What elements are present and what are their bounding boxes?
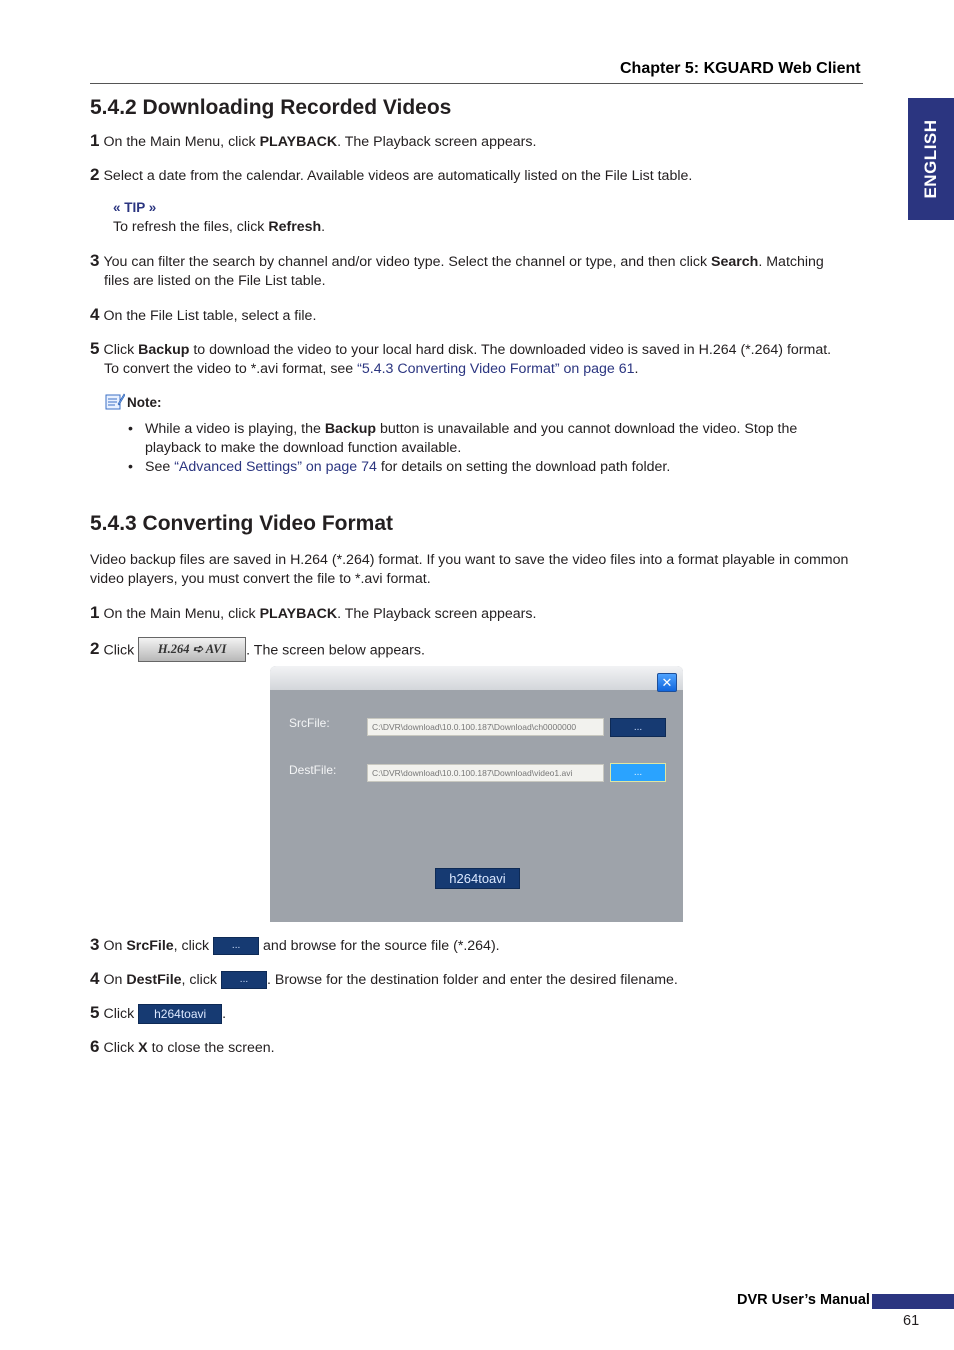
step-number: 4 (90, 969, 100, 988)
step-text: . Matching (758, 254, 824, 270)
footer-title: DVR User’s Manual (737, 1292, 870, 1308)
dest-browse-button[interactable]: ... (610, 763, 666, 782)
step-4 (90, 305, 860, 326)
src-file-input[interactable]: C:\DVR\download\10.0.100.187\Download\ch0000000 (367, 718, 604, 736)
intro-paragraph: Video backup files are saved in H.264 (*.264) format. If you want to save the video files into a format playable in common video players, you must convert the file to *.avi format. (90, 552, 849, 587)
step-bold: PLAYBACK (259, 606, 338, 622)
step-2 (90, 165, 860, 186)
bullet-text: for details on setting the download path folder. (376, 459, 671, 475)
step-text: . The Playback screen appears. (337, 134, 537, 150)
step-number: 4 (90, 305, 100, 324)
language-tab (908, 98, 954, 220)
step-bold: PLAYBACK (259, 134, 338, 150)
step-text: On the Main Menu, click (103, 606, 260, 622)
note-bullet (128, 458, 838, 477)
step-text: . Browse for the destination folder and enter the desired filename. (266, 972, 678, 988)
h264-to-avi-button[interactable]: H.264 ➪ AVI (138, 637, 246, 662)
step-text: to download the video to your local hard disk. The downloaded video is saved in H.264 (*.264) format. (189, 342, 832, 358)
convert-step-1 (90, 603, 860, 624)
step-text: , click (173, 938, 214, 954)
note-heading (105, 392, 162, 410)
step-bold: X (138, 1040, 148, 1056)
dest-file-input[interactable]: C:\DVR\download\10.0.100.187\Download\video1.avi (367, 764, 604, 782)
h264toavi-button[interactable]: h264toavi (435, 868, 520, 889)
tip-text-part: To refresh the files, click (113, 219, 269, 235)
convert-step-5 (90, 1003, 860, 1024)
step-text: Click (103, 342, 139, 358)
step-text: On (103, 972, 127, 988)
footer-bar (872, 1294, 954, 1309)
chapter-header: Chapter 5: KGUARD Web Client (620, 60, 861, 77)
bullet-text: While a video is playing, the (145, 421, 325, 437)
step-continuation: files are listed on the File List table. (104, 273, 326, 289)
note-icon (105, 392, 125, 410)
convert-dialog (270, 666, 683, 922)
page-number: 61 (903, 1313, 920, 1329)
step-text: . (634, 361, 639, 377)
step-text: Click (103, 1006, 139, 1022)
tip-label: « TIP » (113, 200, 157, 215)
step-text: On (103, 938, 127, 954)
step-number: 6 (90, 1037, 100, 1056)
step-number: 2 (90, 639, 100, 659)
step-text: You can filter the search by channel and/or video type. Select the channel or type, and then click (103, 254, 712, 270)
h264toavi-inline-button[interactable]: h264toavi (138, 1004, 222, 1024)
step-5 (90, 339, 860, 379)
header-rule (90, 83, 863, 84)
step-number: 5 (90, 339, 100, 358)
step-number: 1 (90, 131, 100, 150)
cross-reference-link[interactable]: “5.4.3 Converting Video Format” on page 61 (357, 361, 635, 377)
language-tab-label: ENGLISH (921, 119, 940, 199)
src-file-label: SrcFile: (289, 716, 330, 730)
tip-text-part: . (321, 219, 326, 235)
convert-step-6 (90, 1037, 860, 1058)
browse-button[interactable]: ... (221, 971, 267, 989)
convert-step-4 (90, 969, 860, 990)
step-bold: Search (711, 254, 759, 270)
step-text: On the File List table, select a file. (103, 308, 317, 324)
section-title-downloading: 5.4.2 Downloading Recorded Videos (90, 96, 452, 119)
browse-button[interactable]: ... (213, 937, 259, 955)
step-text: . (222, 1006, 227, 1022)
step-text: and browse for the source file (*.264). (259, 938, 500, 954)
section-title-converting: 5.4.3 Converting Video Format (90, 512, 394, 535)
cross-reference-link[interactable]: “Advanced Settings” on page 74 (174, 459, 377, 475)
step-bold: DestFile (126, 972, 182, 988)
step-text: Click (103, 1040, 139, 1056)
convert-step-3 (90, 935, 860, 956)
step-continuation (90, 360, 860, 379)
step-number: 3 (90, 935, 100, 954)
dialog-title-bar (270, 666, 683, 690)
step-number: 3 (90, 251, 100, 270)
step-number: 2 (90, 165, 100, 184)
step-bold: SrcFile (126, 938, 174, 954)
note-label: Note: (127, 395, 162, 410)
close-icon[interactable]: ✕ (657, 673, 677, 692)
bullet-bold: Backup (324, 421, 377, 437)
step-text: . The screen below appears. (246, 642, 425, 659)
note-bullet (128, 420, 838, 458)
dest-file-label: DestFile: (289, 763, 337, 777)
step-text: . The Playback screen appears. (337, 606, 537, 622)
step-text: Select a date from the calendar. Available videos are automatically listed on the File List table. (103, 168, 693, 184)
convert-step-2 (90, 638, 860, 663)
step-text: To convert the video to *.avi format, see (104, 361, 358, 377)
bullet-text: See (145, 459, 175, 475)
src-browse-button[interactable]: ... (610, 718, 666, 737)
step-text: On the Main Menu, click (103, 134, 260, 150)
step-number: 1 (90, 603, 100, 622)
step-text: to close the screen. (147, 1040, 275, 1056)
step-number: 5 (90, 1003, 100, 1022)
tip-text (113, 219, 325, 235)
step-1 (90, 131, 860, 152)
step-bold: Backup (138, 342, 190, 358)
bullet-text: button is unavailable and you cannot download the video. Stop the playback to make the download function available. (145, 421, 798, 456)
step-3 (90, 251, 860, 291)
step-text: Click (103, 642, 139, 659)
note-bullets (128, 420, 838, 477)
step-text: , click (181, 972, 221, 988)
tip-bold: Refresh (268, 219, 322, 235)
